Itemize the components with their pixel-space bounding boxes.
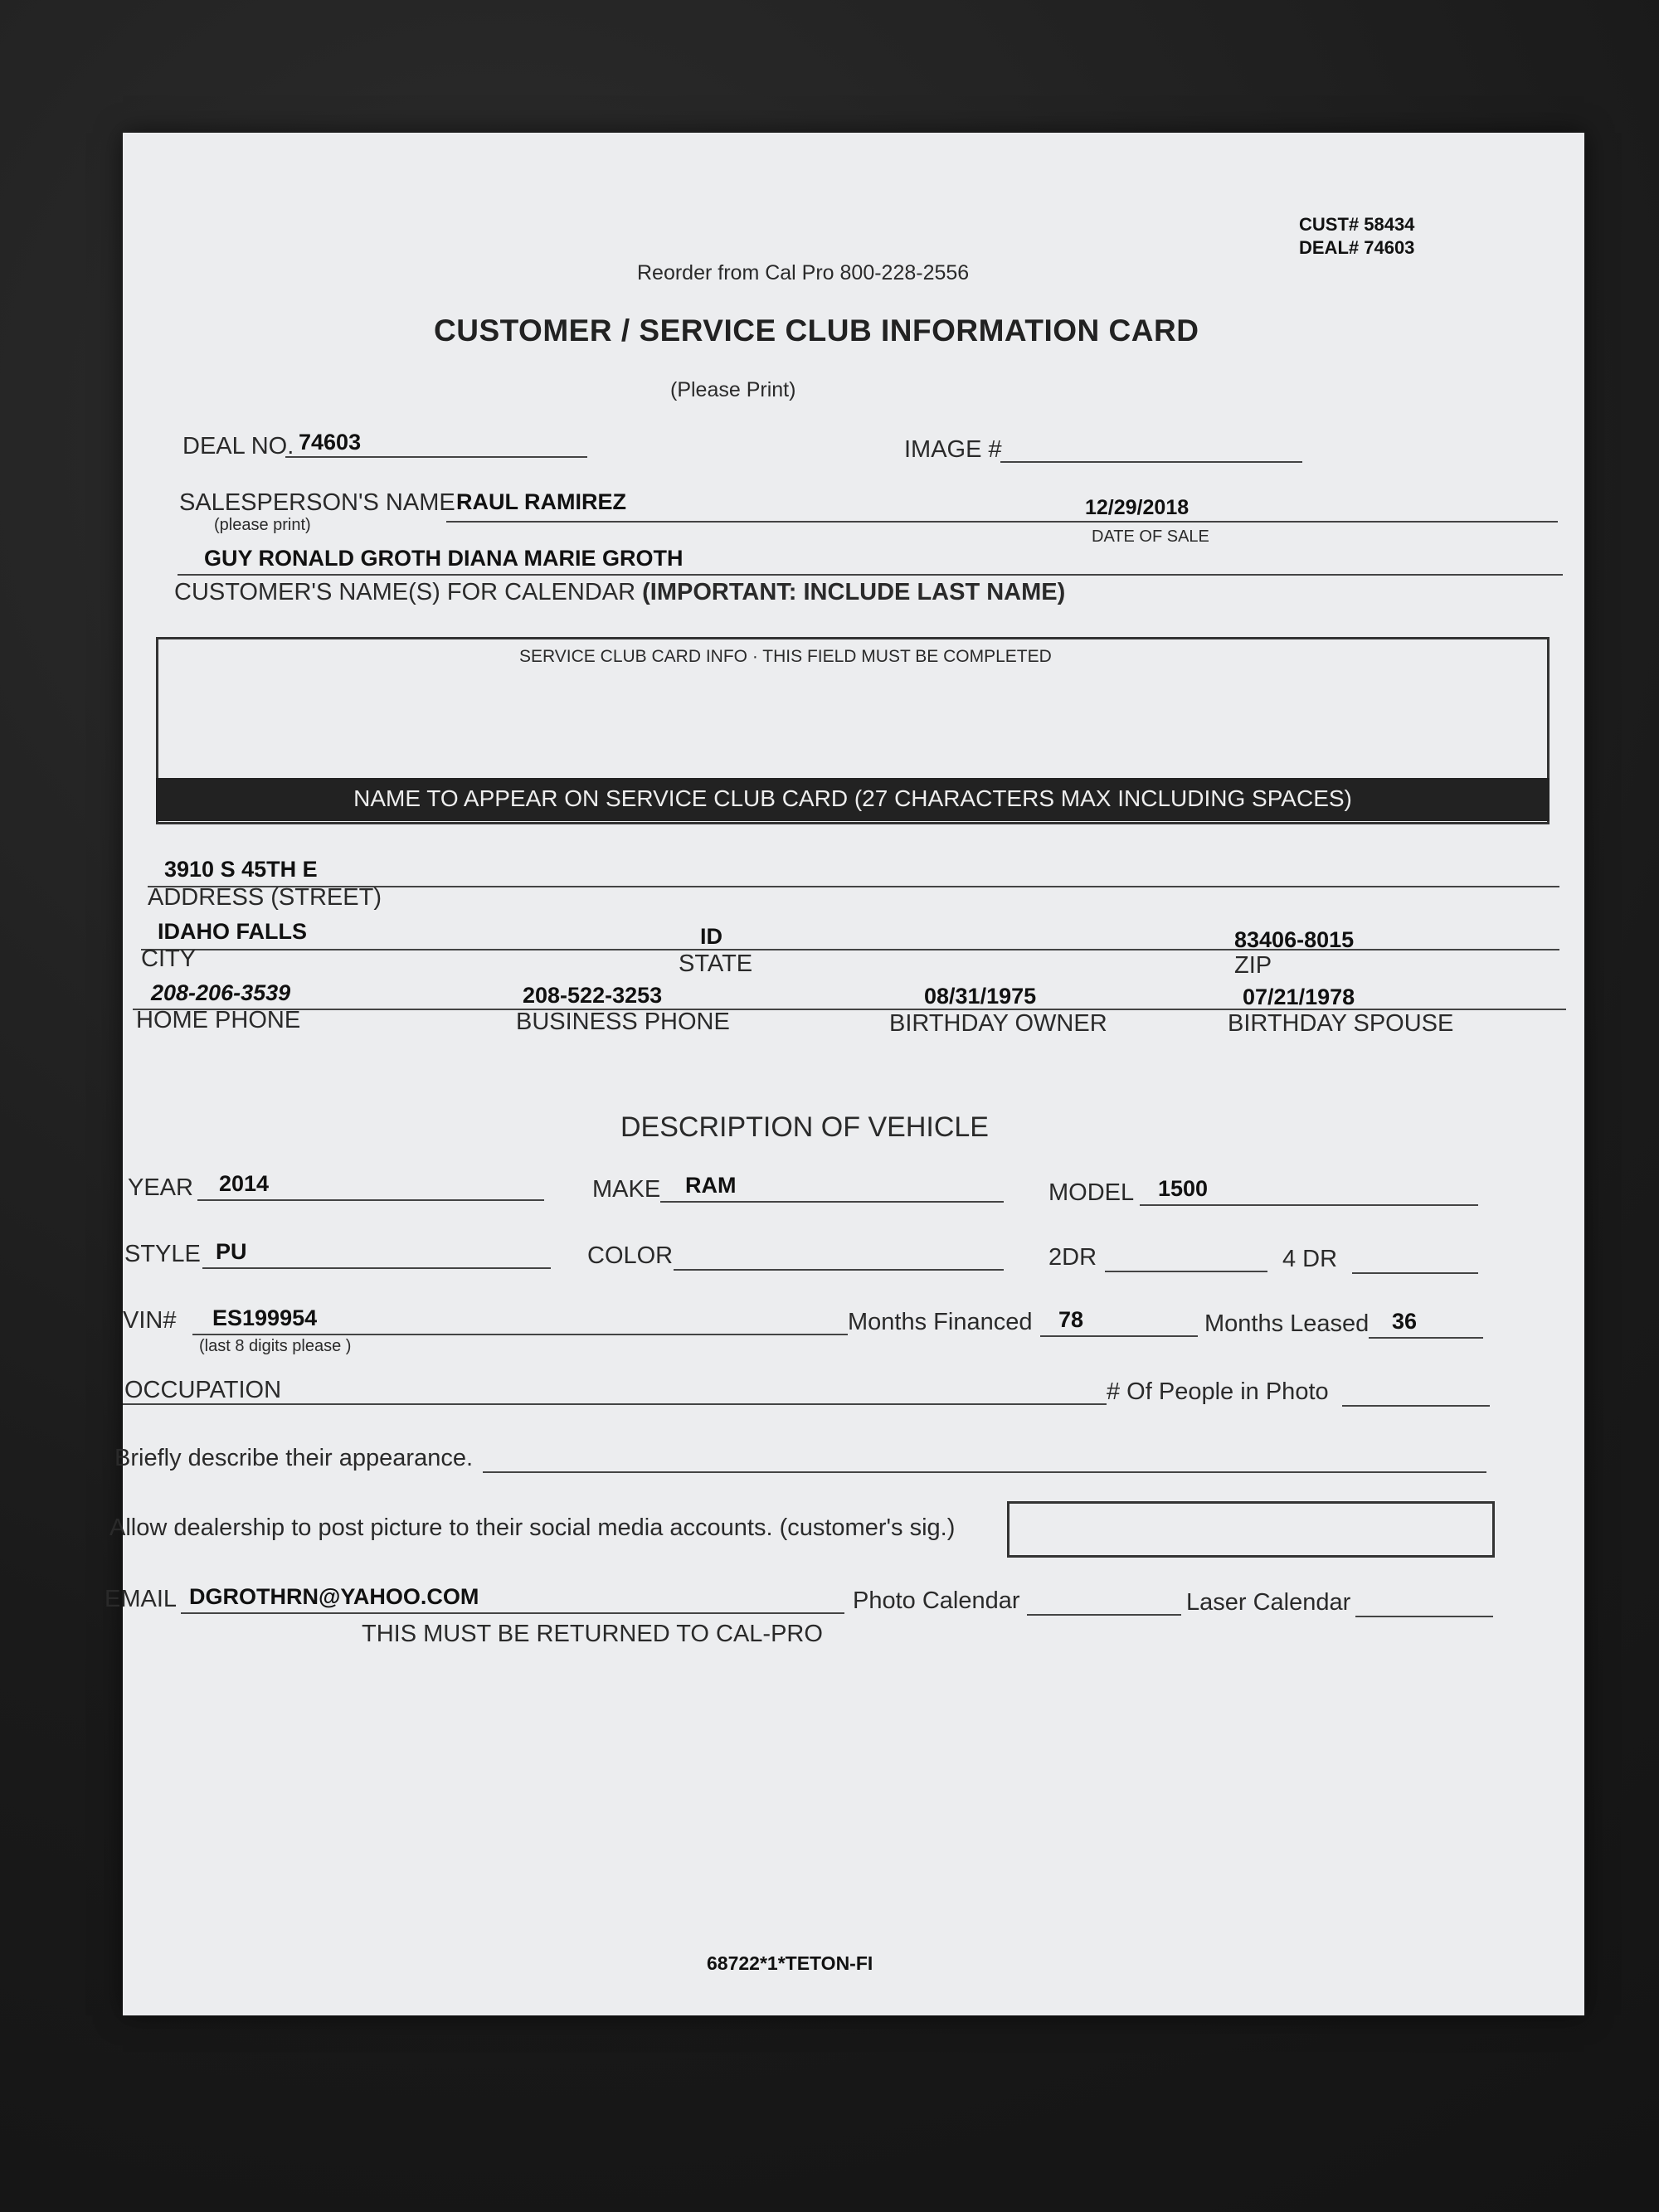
- social-media-label: Allow dealership to post picture to their social media accounts. (customer's sig.): [109, 1514, 956, 1541]
- return-note: THIS MUST BE RETURNED TO CAL-PRO: [362, 1621, 823, 1647]
- photo-calendar-line[interactable]: [1027, 1614, 1181, 1616]
- zip-value[interactable]: 83406-8015: [1234, 927, 1355, 952]
- model-line: [1140, 1204, 1478, 1206]
- vin-label: VIN#: [123, 1307, 177, 1334]
- service-club-card-bar: NAME TO APPEAR ON SERVICE CLUB CARD (27 CHARACTERS MAX INCLUDING SPACES): [156, 778, 1550, 821]
- cust-number: CUST# 58434: [1299, 214, 1415, 235]
- make-label: MAKE: [592, 1176, 661, 1203]
- image-line[interactable]: [1000, 461, 1302, 463]
- address-label: ADDRESS (STREET): [148, 884, 382, 911]
- please-print-note: (Please Print): [670, 378, 796, 401]
- birthday-spouse-value[interactable]: 07/21/1978: [1243, 984, 1355, 1009]
- appearance-label: Briefly describe their appearance.: [114, 1445, 474, 1471]
- footer-code: 68722*1*TETON-FI: [707, 1952, 873, 1974]
- birthday-owner-label: BIRTHDAY OWNER: [889, 1010, 1107, 1037]
- vin-value[interactable]: ES199954: [212, 1305, 318, 1330]
- style-label: STYLE: [124, 1241, 201, 1267]
- salesperson-hint: (please print): [214, 516, 311, 534]
- year-value[interactable]: 2014: [219, 1171, 270, 1196]
- months-financed-value[interactable]: 78: [1058, 1307, 1084, 1332]
- months-leased-line: [1369, 1337, 1483, 1339]
- business-phone-label: BUSINESS PHONE: [516, 1009, 730, 1035]
- date-of-sale-label: DATE OF SALE: [1092, 527, 1209, 546]
- vin-line: [192, 1334, 848, 1335]
- four-door-label: 4 DR: [1282, 1246, 1338, 1272]
- vin-hint: (last 8 digits please ): [199, 1337, 352, 1355]
- two-door-label: 2DR: [1048, 1244, 1097, 1271]
- four-door-line[interactable]: [1352, 1272, 1478, 1274]
- style-line: [202, 1267, 551, 1269]
- make-value[interactable]: RAM: [685, 1173, 737, 1198]
- model-label: MODEL: [1048, 1179, 1135, 1206]
- months-financed-label: Months Financed: [848, 1309, 1033, 1335]
- customer-signature-box[interactable]: [1007, 1501, 1495, 1558]
- laser-calendar-line[interactable]: [1355, 1616, 1493, 1617]
- months-financed-line: [1040, 1335, 1198, 1337]
- style-value[interactable]: PU: [216, 1239, 247, 1264]
- occupation-line[interactable]: [123, 1403, 1107, 1405]
- form-title: CUSTOMER / SERVICE CLUB INFORMATION CARD: [434, 314, 1199, 348]
- home-phone-value[interactable]: 208-206-3539: [151, 980, 291, 1005]
- occupation-label: OCCUPATION: [124, 1377, 282, 1403]
- customer-names-label: [174, 579, 1065, 606]
- customer-names-important: (IMPORTANT: INCLUDE LAST NAME): [642, 579, 1066, 605]
- image-label: IMAGE #: [904, 436, 1002, 463]
- reorder-note: Reorder from Cal Pro 800-228-2556: [637, 261, 970, 284]
- date-of-sale-value[interactable]: 12/29/2018: [1085, 496, 1190, 519]
- service-club-card-header: SERVICE CLUB CARD INFO · THIS FIELD MUST BE COMPLETED: [519, 647, 1052, 666]
- birthday-spouse-label: BIRTHDAY SPOUSE: [1228, 1010, 1454, 1037]
- two-door-line[interactable]: [1105, 1271, 1267, 1272]
- state-value[interactable]: ID: [700, 924, 722, 949]
- state-label: STATE: [679, 950, 753, 977]
- laser-calendar-label: Laser Calendar: [1186, 1589, 1351, 1616]
- city-line: [141, 949, 1559, 950]
- deal-number-top: DEAL# 74603: [1299, 237, 1415, 258]
- people-in-photo-line[interactable]: [1342, 1405, 1490, 1407]
- email-value[interactable]: DGROTHRN@YAHOO.COM: [189, 1584, 479, 1609]
- zip-label: ZIP: [1234, 952, 1272, 979]
- deal-no-value[interactable]: 74603: [299, 430, 362, 455]
- city-value[interactable]: IDAHO FALLS: [158, 919, 307, 944]
- address-value[interactable]: 3910 S 45TH E: [164, 857, 318, 882]
- customer-names-value[interactable]: GUY RONALD GROTH DIANA MARIE GROTH: [204, 546, 684, 571]
- email-line: [181, 1612, 844, 1614]
- home-phone-label: HOME PHONE: [136, 1007, 301, 1033]
- birthday-owner-value[interactable]: 08/31/1975: [924, 984, 1037, 1009]
- salesperson-label: SALESPERSON'S NAME: [179, 489, 455, 516]
- photo-calendar-label: Photo Calendar: [853, 1587, 1020, 1614]
- vehicle-heading: DESCRIPTION OF VEHICLE: [620, 1111, 989, 1143]
- months-leased-label: Months Leased: [1204, 1310, 1370, 1337]
- make-line: [660, 1201, 1004, 1203]
- appearance-line[interactable]: [483, 1471, 1486, 1473]
- people-in-photo-label: # Of People in Photo: [1107, 1378, 1329, 1405]
- salesperson-value[interactable]: RAUL RAMIREZ: [456, 489, 626, 514]
- color-label: COLOR: [587, 1242, 674, 1269]
- year-label: YEAR: [128, 1174, 193, 1201]
- customer-names-line: [178, 574, 1563, 576]
- form-paper: [105, 133, 1584, 2015]
- deal-no-line: [285, 456, 587, 458]
- salesperson-line: [446, 521, 1558, 523]
- business-phone-value[interactable]: 208-522-3253: [523, 983, 663, 1008]
- months-leased-value[interactable]: 36: [1392, 1309, 1418, 1334]
- year-line: [197, 1199, 544, 1201]
- customer-names-label-text: CUSTOMER'S NAME(S) FOR CALENDAR: [174, 579, 636, 605]
- model-value[interactable]: 1500: [1158, 1176, 1209, 1201]
- city-label: CITY: [141, 946, 197, 972]
- email-label: EMAIL: [105, 1586, 178, 1612]
- color-line[interactable]: [674, 1269, 1004, 1271]
- deal-no-label: DEAL NO.: [182, 433, 294, 459]
